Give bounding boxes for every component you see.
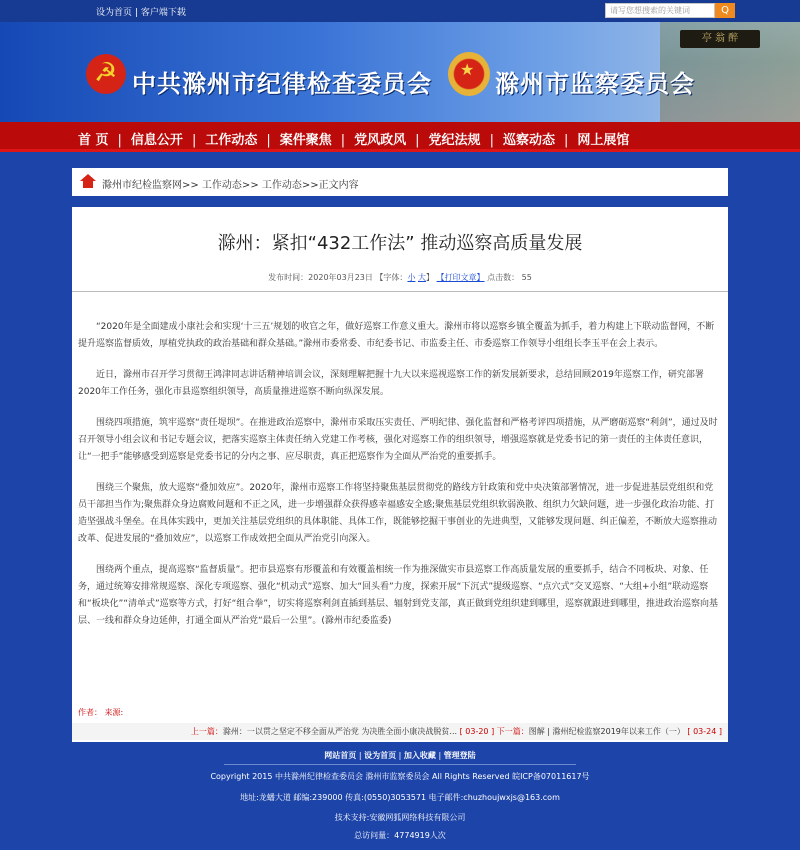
nav-item-conduct[interactable]: 党风政风 [354,133,407,148]
footer-link-home[interactable]: 网站首页 [324,751,357,760]
font-small-link[interactable]: 小 [407,273,416,282]
footer-link-admin[interactable]: 管理登陆 [443,751,476,760]
nav-item-work-news[interactable]: 工作动态 [205,133,258,148]
site-footer [0,742,800,850]
visits-count: 4774919 [394,831,430,840]
prev-label: 上一篇： [190,727,223,736]
article-paragraph: 围绕三个聚焦，放大巡察“叠加效应”。2020年，滁州市巡察工作将坚持聚焦基层贯彻党的路线方针政策和党中央决策部署情况，进一步促进基层党组织和党员干部担当作为;聚焦群众身边腐败问题和不正之风，进一步增强群众获得感幸福感安全感;聚焦基层党组织软弱涣散、组织力欠缺问题，进一步强化政治功能、打造坚强战斗堡垒。在具体实践中，更加关注基层党组织的具体职能、具体工作，既能够挖掘干事创业的先进典型，又能够发现问题、纠正偏差，不断放大巡察推动改革、促进发展的“叠加效应”，以巡察工作成效把全面从严治党引向深入。 [78,483,718,544]
site-title-discipline: 中共滁州市纪律检查委员会 [132,70,432,98]
article-paragraph: 围绕两个重点，提高巡察“监督质量”。把市县巡察有形覆盖和有效覆盖相统一作为推深做实市县巡察工作高质量发展的重要抓手，结合不同板块、对象、任务，通过统筹安排常规巡察、深化专项巡察、强化“机动式”巡察、加大“回头看”力度，探索开展“下沉式”提级巡察、“点穴式”交叉巡察、“大组+小组”联动巡察和“板块化”“清单式”巡察等方式，打好“组合拳”，切实将巡察利剑直插到基层、辐射到党支部，真正做到党组织建到哪里，巡察就跟进到哪里，推进政治巡察向基层、一线和群众身边延伸，打通全面从严治党“最后一公里”。(滁州市纪委监委) [78,565,718,626]
footer-link-set-home[interactable]: 设为首页 [364,751,397,760]
pavilion-plaque: 亭 翁 醉 [680,30,760,48]
nav-separator: | [117,133,122,148]
article-paragraph: “2020年是全面建成小康社会和实现‘十三五’规划的收官之年，做好巡察工作意义重大。滁州市将以巡察乡镇全覆盖为抓手，着力构建上下联动监督网，不断提升巡察监督质效，厚植党执政的政治基础和群众基础。”滁州市委常委、市纪委书记、市监委主任、市委巡察工作领导小组组长李玉平在会上表示。 [78,322,715,349]
nav-separator: | [340,133,346,148]
source-label: 来源: [104,708,124,717]
footer-links [0,750,800,761]
font-large-link[interactable]: 大 [417,273,426,282]
client-download-link[interactable]: 客户端下载 [140,8,186,18]
set-home-link[interactable]: 设为首页 [96,8,133,18]
nav-item-info-disclosure[interactable]: 信息公开 [130,133,183,148]
footer-separator: | [438,751,442,760]
next-label: 下一篇： [496,727,529,736]
publish-info: 发布时间：2020年03月23日 【字体： [268,273,408,282]
main-nav [0,122,800,152]
article-paragraph: 近日，滁州市召开学习贯彻王鸿津同志讲话精神培训会议，深刻理解把握十九大以来巡视巡察工作的新发展新要求，总结回顾2019年巡察工作，研究部署2020年工作任务，强化市县巡察组织领导，高质量推进巡察不断向纵深发展。 [78,370,704,397]
footer-link-favorite[interactable]: 加入收藏 [403,751,436,760]
nav-item-inspection[interactable]: 巡察动态 [502,133,555,148]
nav-separator: | [266,133,271,148]
article-panel [72,207,728,742]
home-icon[interactable] [80,174,96,188]
search-button[interactable] [715,3,735,18]
next-article-link[interactable]: 图解 | 滁州纪检监察2019年以来工作（一） [528,727,685,736]
top-links [96,5,186,18]
visits-label: 总访问量： [354,831,395,840]
footer-support: 技术支持:安徽网狐网络科技有限公司 [334,813,466,822]
nav-separator: | [563,133,569,148]
article-meta [72,272,728,283]
national-emblem-icon: ★ [448,52,490,96]
nav-item-online-exhibition[interactable]: 网上展馆 [577,133,630,148]
nav-separator: | [415,133,420,148]
nav-item-home[interactable]: 首 页 [78,133,109,148]
footer-address: 地址:龙蟠大道 邮编:239000 传真:(0550)3053571 电子邮件:chuzhoujwxjs@163.com [240,793,560,802]
top-separator: | [134,8,138,18]
nav-separator: | [191,133,197,148]
author-source [78,707,123,718]
meta-divider [72,291,728,292]
party-emblem-icon: ☭ [86,54,126,94]
prev-next-bar [72,723,728,740]
site-title-supervision: 滁州市监察委员会 [495,70,695,98]
views-label: 点击数： [487,273,520,282]
footer-copyright: Copyright 2015 中共滁州纪律检查委员会 滁州市监察委员会 All Rights Reserved 皖ICP备07011617号 [210,772,590,781]
footer-separator: | [358,751,362,760]
breadcrumb-text[interactable]: 滁州市纪检监察网>> 工作动态>> 工作动态>>正文内容 [102,180,359,191]
next-date: [ 03-24 ] [687,727,722,736]
prev-article-link[interactable]: 滁州：一以贯之坚定不移全面从严治党 为决胜全面小康决战脱贫... [222,727,458,736]
print-article-link[interactable]: 【打印文章】 [436,273,485,282]
article-paragraph: 围绕四项措施，筑牢巡察“责任堤坝”。在推进政治巡察中，滁州市采取压实责任、严明纪律、强化监督和严格考评四项措施，从严磨砺巡察“利剑”，通过及时召开领导小组会议和书记专题会议，把落实巡察主体责任纳入党建工作考核，强化对巡察工作的组织领导，增强巡察就是党委书记的第一责任的主体责任意识，让“一把手”能够感受到巡察是党委书记的分内之事、应尽职责，真正把巡察作为全面从严治党的重要抓手。 [78,418,718,462]
site-banner [0,22,800,122]
breadcrumb [72,168,728,196]
prev-date: [ 03-20 ] [459,727,495,736]
footer-divider [224,764,576,765]
nav-item-case-focus[interactable]: 案件聚焦 [279,133,332,148]
footer-separator: | [398,751,402,760]
search-icon: Q [721,5,729,16]
nav-separator: | [489,133,494,148]
meta-bracket: 】 [425,273,434,282]
search-input[interactable]: 请写您想搜索的关键词 [605,3,715,18]
visits-unit: 人次 [429,831,446,840]
nav-item-regulations[interactable]: 党纪法规 [428,133,481,148]
footer-visits [0,830,800,841]
views-count: 55 [521,273,532,282]
top-bar [0,0,800,22]
article-body [78,319,722,644]
author-label: 作者： [78,708,102,717]
article-title: 滁州：紧扣“432工作法” 推动巡察高质量发展 [217,233,583,254]
